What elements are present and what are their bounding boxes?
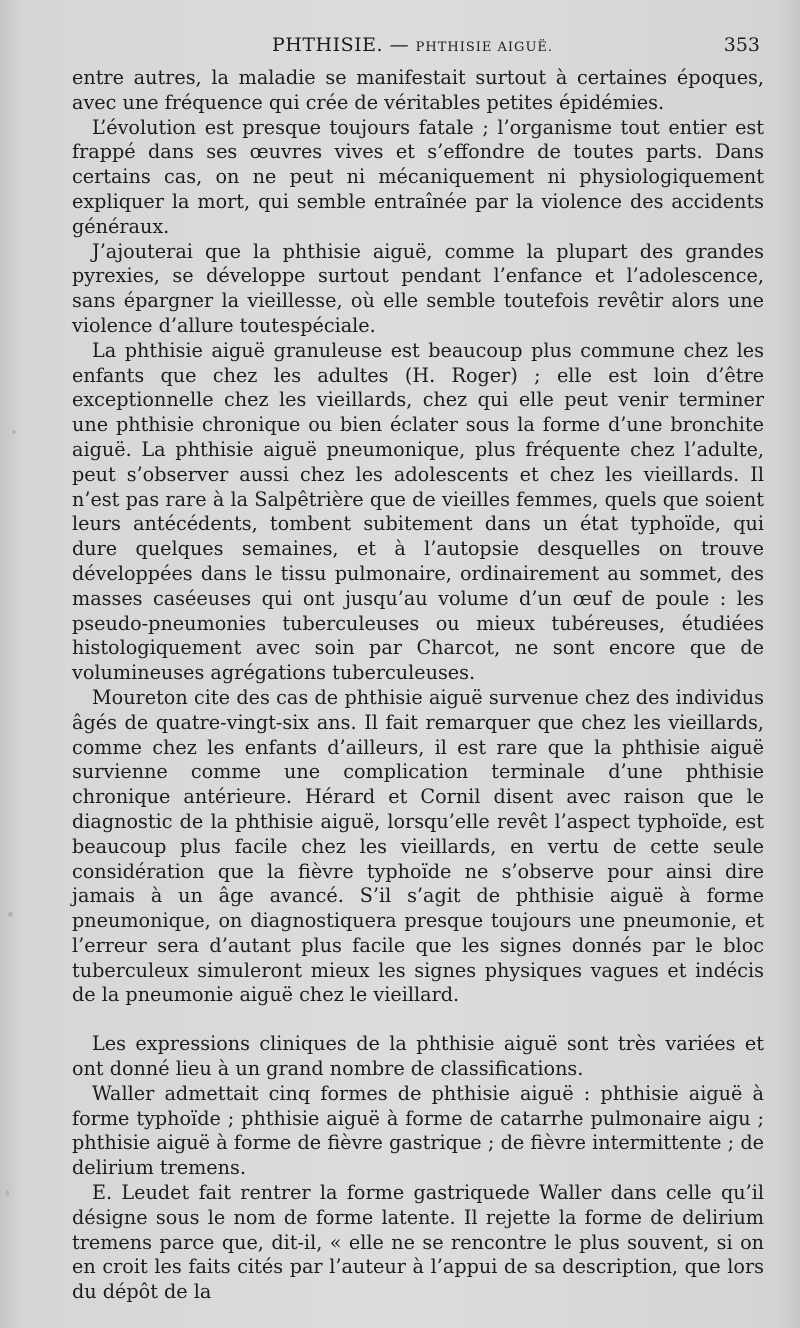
page-number: 353 bbox=[723, 34, 760, 56]
running-title-main: PHTHISIE. bbox=[272, 34, 384, 56]
paragraph: E. Leudet fait rentrer la forme gastriquede Waller dans celle qu’il désigne sous le nom de forme latente. Il rejette la forme de delirium tremens parce que, dit-il, « elle ne se rencontre le plus souvent, si on en croit les faits cités par l’auteur à l’appui de sa description, que lors du dépôt de la bbox=[72, 1181, 764, 1304]
text-section-b bbox=[72, 1032, 764, 1305]
section-spacer bbox=[72, 1008, 764, 1032]
paragraph: Moureton cite des cas de phthisie aiguë survenue chez des individus âgés de quatre-vingt-six ans. Il fait remarquer que chez les vieillards, comme chez les enfants d’ailleurs, il est rare que la phthisie aiguë survienne comme une complication terminale d’une phthisie chronique antérieure. Hérard et Cornil disent avec raison que le diagnostic de la phthisie aiguë, lorsqu’elle revêt l’aspect typhoïde, est beaucoup plus facile chez les vieillards, en vertu de cette seule considération que la fièvre typhoïde ne s’observe pour ainsi dire jamais à un âge avancé. S’il s’agit de phthisie aiguë à forme pneumonique, on diagnostiquera presque toujours une pneumonie, et l’erreur sera d’autant plus facile que les signes donnés par le bloc tuberculeux simuleront mieux les signes physiques vagues et indécis de la pneumonie aiguë chez le vieillard. bbox=[72, 685, 764, 1007]
paragraph: La phthisie aiguë granuleuse est beaucoup plus commune chez les enfants que chez les adultes (H. Roger) ; elle est loin d’être exceptionnelle chez les vieillards, chez qui elle peut venir terminer une phthisie chronique ou bien éclater sous la forme d’une bronchite aiguë. La phthisie aiguë pneumonique, plus fréquente chez l’adulte, peut s’observer aussi chez les adolescents et chez les vieillards. Il n’est pas rare à la Salpêtrière que de vieilles femmes, quels que soient leurs antécédents, tombent subitement dans un état typhoïde, qui dure quelques semaines, et à l’autopsie desquelles on trouve développées dans le tissu pulmonaire, ordinairement au sommet, des masses caséeuses qui ont jusqu’au volume d’un œuf de poule : les pseudo-pneumonies tuberculeuses ou mieux tubéreuses, étudiées histologiquement avec soin par Charcot, ne sont encore que de volumineuses agrégations tuberculeuses. bbox=[72, 338, 764, 685]
running-title-subsection: PHTHISIE AIGUË. bbox=[415, 40, 554, 55]
running-title bbox=[272, 32, 553, 61]
print-speck bbox=[12, 430, 16, 434]
body-text bbox=[72, 66, 764, 1305]
running-title-dash: — bbox=[389, 34, 410, 56]
paragraph: entre autres, la maladie se manifestait surtout à certaines époques, avec une fréquence qui crée de véritables petites épidémies. bbox=[72, 66, 764, 114]
paragraph: L’évolution est presque toujours fatale ; l’organisme tout entier est frappé dans ses œuvres vives et s’effondre de toutes parts. Dans certains cas, on ne peut ni mécaniquement ni physiologiquement expliquer la mort, qui semble entraînée par la violence des accidents généraux. bbox=[72, 115, 764, 238]
print-speck bbox=[6, 1190, 9, 1196]
paragraph: Les expressions cliniques de la phthisie aiguë sont très variées et ont donné lieu à un grand nombre de classifications. bbox=[72, 1032, 764, 1081]
paragraph: Waller admettait cinq formes de phthisie aiguë : phthisie aiguë à forme typhoïde ; phthisie aiguë à forme de catarrhe pulmonaire aigu ; phthisie aiguë à forme de fièvre gastrique ; de fièvre intermittente ; de delirium tremens. bbox=[72, 1081, 764, 1180]
paragraph: J’ajouterai que la phthisie aiguë, comme la plupart des grandes pyrexies, se développe surtout pendant l’enfance et l’adolescence, sans épargner la vieillesse, où elle semble toutefois revêtir alors une violence d’allure toutespéciale. bbox=[72, 239, 764, 337]
print-speck bbox=[8, 912, 13, 917]
running-header bbox=[72, 32, 764, 66]
text-section-a bbox=[72, 66, 764, 1008]
